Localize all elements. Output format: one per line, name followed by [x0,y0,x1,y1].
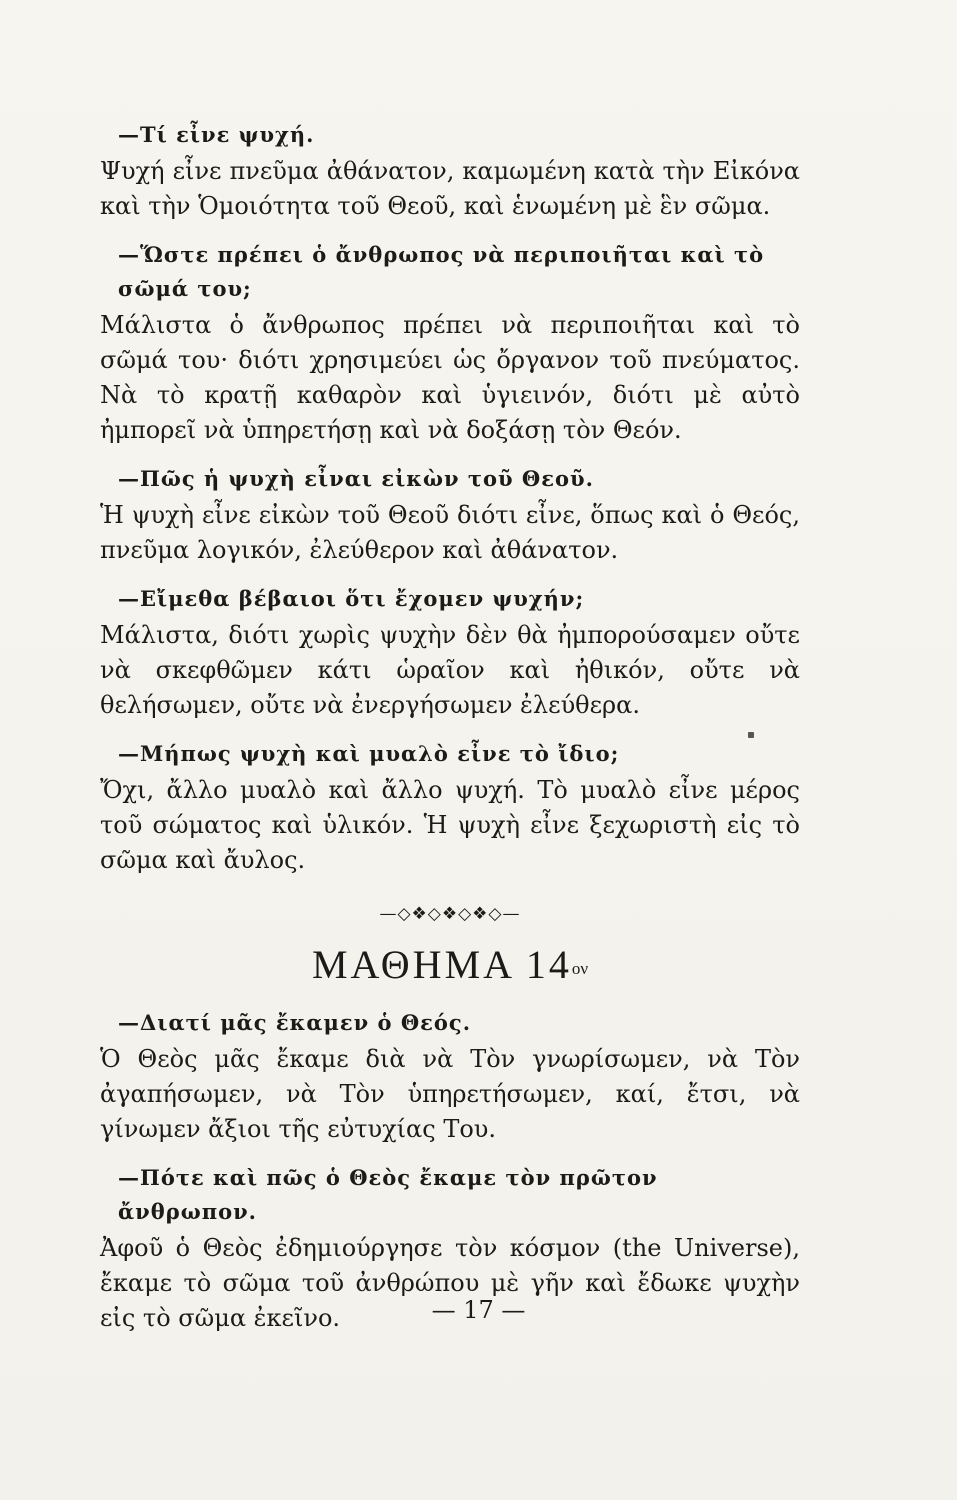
lesson-title: ΜΑΘΗΜΑ 14 [311,942,572,987]
answer-1: Ψυχή εἶνε πνεῦμα ἀθάνατον, καμωμένη κατὰ τὴν Εἰκόνα καὶ τὴν Ὁμοιότητα τοῦ Θεοῦ, καὶ ἑνωμένη μὲ ἓν σῶμα. [100,157,800,220]
lesson-suffix: ον [571,959,589,978]
question-4: —Εἴμεθα βέβαιοι ὅτι ἔχομεν ψυχήν; [118,586,585,611]
answer-3: Ἡ ψυχὴ εἶνε εἰκὼν τοῦ Θεοῦ διότι εἶνε, ὅπως καὶ ὁ Θεός, πνεῦμα λογικόν, ἐλεύθερον καὶ ἀθάνατον. [100,501,800,564]
answer-4: Μάλιστα, διότι χωρὶς ψυχὴν δὲν θὰ ἠμπορούσαμεν οὔτε νὰ σκεφθῶμεν κάτι ὡραῖον καὶ ἠθικόν, οὔτε νὰ θελήσωμεν, οὔτε νὰ ἐνεργήσωμεν ἐλεύθερα. [100,621,800,719]
answer-5: Ὄχι, ἄλλο μυαλὸ καὶ ἄλλο ψυχή. Τὸ μυαλὸ εἶνε μέρος τοῦ σώματος καὶ ὑλικόν. Ἡ ψυχὴ εἶνε ξεχωριστὴ εἰς τὸ σῶμα καὶ ἄυλος. [100,776,800,874]
answer-6: Ὁ Θεὸς μᾶς ἔκαμε διὰ νὰ Τὸν γνωρίσωμεν, νὰ Τὸν ἀγαπήσωμεν, νὰ Τὸν ὑπηρετήσωμεν, καί, ἔτσι, νὰ γίνωμεν ἄξιοι τῆς εὐτυχίας Του. [100,1045,800,1143]
question-7: —Πότε καὶ πῶς ὁ Θεὸς ἔκαμε τὸν πρῶτον ἄνθρωπον. [118,1165,658,1224]
answer-2: Μάλιστα ὁ ἄνθρωπος πρέπει νὰ περιποιῆται καὶ τὸ σῶμά του· διότι χρησιμεύει ὡς ὄργανον τοῦ πνεύματος. Νὰ τὸ κρατῇ καθαρὸν καὶ ὑγιεινόν, διότι μὲ αὐτὸ ἠμπορεῖ νὰ ὑπηρετήσῃ καὶ νὰ δοξάσῃ τὸν Θεόν. [100,311,800,444]
question-3: —Πῶς ἡ ψυχὴ εἶναι εἰκὼν τοῦ Θεοῦ. [118,466,594,491]
question-2: —Ὥστε πρέπει ὁ ἄνθρωπος νὰ περιποιῆται καὶ τὸ σῶμά του; [118,242,765,301]
page-number: — 17 — [431,1296,526,1324]
question-6: —Διατί μᾶς ἔκαμεν ὁ Θεός. [118,1010,472,1035]
question-1: —Τί εἶνε ψυχή. [118,122,315,147]
question-5: —Μήπως ψυχὴ καὶ μυαλὸ εἶνε τὸ ἴδιο; [118,741,620,766]
lesson-heading [100,942,800,992]
page-text [100,118,800,1336]
ornamental-divider: —◇❖◇❖◇❖◇— [379,904,521,924]
print-speck [748,732,754,738]
answer-7: Ἀφοῦ ὁ Θεὸς ἐδημιούργησε τὸν κόσμον (the Universe), ἔκαμε τὸ σῶμα τοῦ ἀνθρώπου μὲ γῆν καὶ ἔδωκε ψυχὴν εἰς τὸ σῶμα ἐκεῖνο. [100,1234,800,1332]
